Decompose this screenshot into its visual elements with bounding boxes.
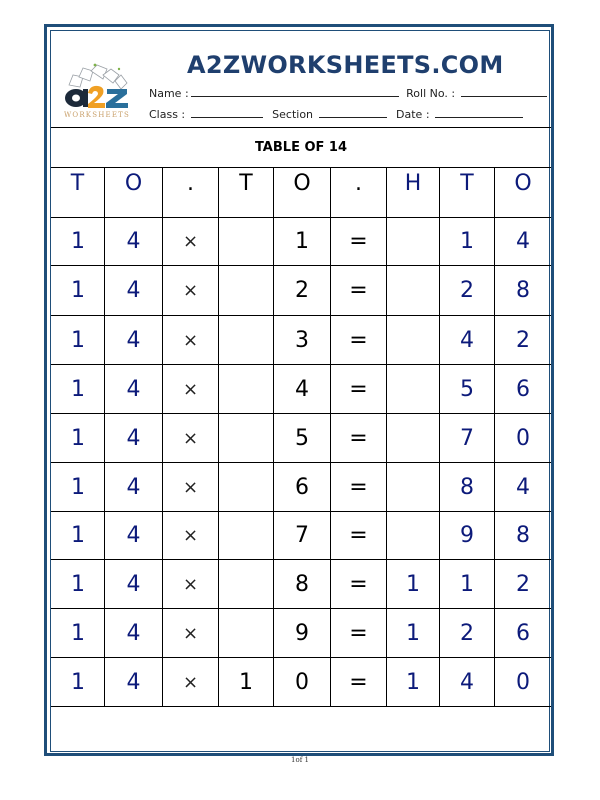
times-sign-cell: × (182, 280, 199, 301)
times-sign-cell: × (182, 476, 199, 498)
equals-sign-cell: = (349, 620, 368, 646)
multiplicand-tens-cell: 1 (71, 523, 85, 548)
header-ones: O (124, 171, 143, 196)
worksheet-header (51, 31, 551, 127)
product-tens-cell: 8 (460, 474, 474, 500)
product-ones-cell: 2 (516, 571, 530, 597)
class-label: Class : (149, 108, 186, 121)
header-tens: T (239, 171, 253, 196)
multiplicand-ones-cell: 4 (126, 669, 141, 695)
section-field[interactable] (319, 107, 387, 118)
product-hundreds-cell (387, 414, 439, 462)
times-sign-cell: × (182, 525, 199, 546)
product-hundreds-cell: 1 (406, 620, 420, 646)
page-indicator: 1of 1 (291, 756, 309, 764)
product-tens-cell: 2 (460, 620, 474, 646)
product-hundreds-cell (387, 512, 439, 559)
product-ones-cell: 0 (516, 669, 530, 695)
multiplicand-tens-cell: 1 (71, 229, 85, 254)
header-tens: T (460, 171, 474, 196)
class-section-date-line (149, 107, 523, 121)
multiplier-tens-cell (219, 609, 273, 657)
multiplier-ones-cell: 9 (295, 620, 309, 646)
date-field[interactable] (435, 107, 523, 118)
logo-icon (57, 59, 137, 121)
multiplier-tens-cell (219, 414, 273, 462)
roll-no-label: Roll No. : (406, 87, 456, 100)
multiplicand-ones-cell: 4 (126, 425, 141, 451)
equals-sign-cell: = (349, 474, 368, 500)
equals-sign-cell: = (349, 425, 368, 451)
product-hundreds-cell (387, 463, 439, 511)
multiplicand-ones-cell: 4 (126, 474, 141, 500)
product-tens-cell: 1 (460, 229, 474, 254)
multiplicand-ones-cell: 4 (126, 376, 141, 402)
roll-no-field[interactable] (461, 86, 547, 97)
product-ones-cell: 8 (516, 523, 530, 548)
product-tens-cell: 4 (460, 327, 474, 353)
multiplicand-tens-cell: 1 (71, 278, 85, 303)
product-ones-cell: 6 (516, 620, 530, 646)
multiplicand-tens-cell: 1 (71, 620, 85, 646)
multiplier-tens-cell (219, 218, 273, 265)
product-ones-cell: 8 (516, 278, 530, 303)
times-sign-cell: × (182, 573, 199, 595)
multiplier-tens-cell (219, 316, 273, 364)
times-sign-cell: × (182, 427, 199, 449)
product-tens-cell: 9 (460, 523, 474, 548)
multiplier-tens-cell (219, 512, 273, 559)
equals-sign-cell: = (349, 327, 368, 353)
multiplier-tens-cell (219, 266, 273, 315)
multiplier-ones-cell: 6 (295, 474, 309, 500)
product-hundreds-cell (387, 316, 439, 364)
multiplicand-ones-cell: 4 (126, 620, 141, 646)
product-hundreds-cell (387, 218, 439, 265)
times-sign-cell: × (182, 378, 199, 400)
equals-sign-cell: = (349, 571, 368, 597)
equals-sign-cell: = (349, 229, 368, 254)
product-hundreds-cell: 1 (406, 571, 420, 597)
multiplier-ones-cell: 2 (295, 278, 309, 303)
table-title: TABLE OF 14 (254, 140, 348, 155)
section-label: Section (272, 108, 314, 121)
multiplier-tens-cell (219, 463, 273, 511)
multiplier-ones-cell: 0 (295, 669, 309, 695)
divider-line (51, 706, 551, 707)
product-tens-cell: 2 (460, 278, 474, 303)
times-sign-cell: × (182, 329, 199, 351)
class-field[interactable] (191, 107, 263, 118)
multiplicand-tens-cell: 1 (71, 474, 85, 500)
multiplicand-ones-cell: 4 (126, 229, 141, 254)
multiplier-ones-cell: 1 (295, 229, 309, 254)
product-ones-cell: 4 (516, 229, 530, 254)
product-hundreds-cell (387, 266, 439, 315)
product-ones-cell: 4 (516, 474, 530, 500)
times-sign-cell: × (182, 671, 199, 693)
product-tens-cell: 1 (460, 571, 474, 597)
multiplier-ones-cell: 4 (295, 376, 309, 402)
times-sign-cell: × (182, 231, 199, 252)
product-ones-cell: 0 (516, 425, 530, 451)
svg-text:WORKSHEETS: WORKSHEETS (63, 111, 131, 119)
multiplier-tens-cell (219, 365, 273, 413)
multiplicand-ones-cell: 4 (126, 523, 141, 548)
multiplier-tens-cell (219, 560, 273, 608)
site-title: A2ZWORKSHEETS.COM (187, 51, 504, 79)
multiplier-ones-cell: 3 (295, 327, 309, 353)
name-field[interactable] (191, 86, 399, 97)
equals-sign-cell: = (349, 523, 368, 548)
multiplicand-ones-cell: 4 (126, 571, 141, 597)
multiplicand-tens-cell: 1 (71, 327, 85, 353)
multiplicand-tens-cell: 1 (71, 571, 85, 597)
header-hundreds: H (404, 171, 422, 196)
product-ones-cell: 2 (516, 327, 530, 353)
multiplier-ones-cell: 8 (295, 571, 309, 597)
product-tens-cell: 4 (460, 669, 474, 695)
product-ones-cell: 6 (516, 376, 530, 402)
multiplier-ones-cell: 5 (295, 425, 309, 451)
multiplier-ones-cell: 7 (295, 523, 309, 548)
header-tens: T (70, 171, 85, 196)
name-label: Name : (149, 87, 189, 100)
times-sign-cell: × (182, 622, 199, 644)
date-label: Date : (396, 108, 430, 121)
equals-sign-cell: = (349, 376, 368, 402)
product-hundreds-cell (387, 365, 439, 413)
a2z-logo (57, 59, 137, 121)
multiplicand-ones-cell: 4 (126, 278, 141, 303)
multiplicand-tens-cell: 1 (71, 669, 85, 695)
header-dot: . (355, 171, 362, 196)
header-ones: O (293, 171, 311, 196)
header-ones: O (514, 171, 532, 196)
multiplicand-tens-cell: 1 (71, 425, 85, 451)
name-roll-line (149, 86, 547, 100)
equals-sign-cell: = (349, 278, 368, 303)
product-hundreds-cell: 1 (406, 669, 420, 695)
equals-sign-cell: = (349, 669, 368, 695)
multiplier-tens-cell: 1 (239, 669, 253, 695)
header-dot: . (187, 171, 194, 196)
multiplicand-tens-cell: 1 (71, 376, 85, 402)
product-tens-cell: 7 (460, 425, 474, 451)
product-tens-cell: 5 (460, 376, 474, 402)
multiplicand-ones-cell: 4 (126, 327, 141, 353)
